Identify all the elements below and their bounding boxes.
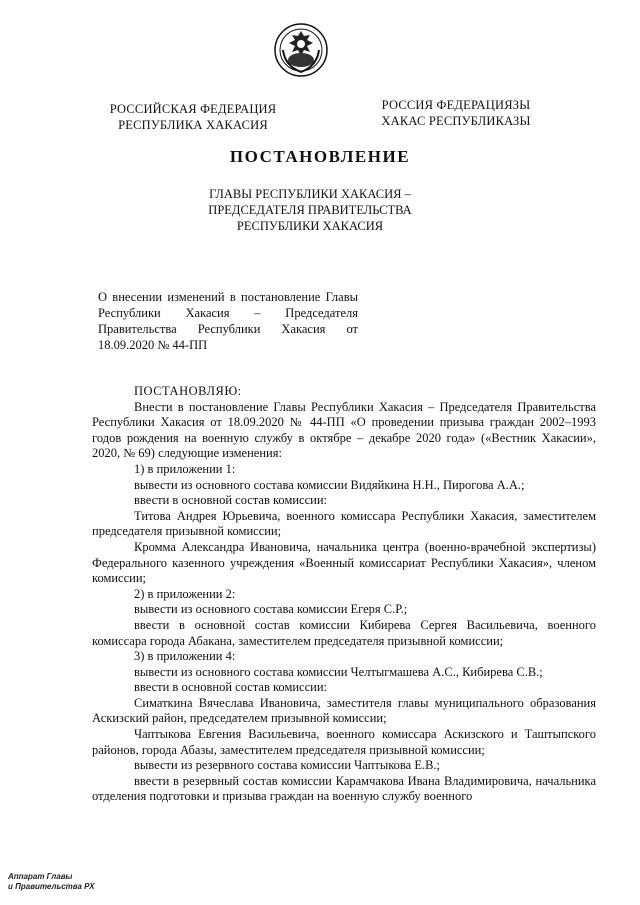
paragraph: ввести в резервный состав комиссии Карамчакова Ивана Владимировича, начальника отделения подготовки и призыва граждан на военную службу военного (92, 773, 596, 804)
paragraph: ввести в основной состав комиссии: (134, 493, 327, 508)
paragraph: Чаптыкова Евгения Васильевича, военного комиссара Аскизского и Таштыпского районов, города Абазы, заместителем председателя призывной комиссии; (92, 727, 596, 757)
paragraph: Симаткина Вячеслава Ивановича, заместителя главы муниципального образования Аскизский район, председателем призывной комиссии; (92, 695, 596, 726)
paragraph: вывести из резервного состава комиссии Чаптыкова Е.В.; (134, 758, 441, 773)
header-right-line1: РОССИЯ ФЕДЕРАЦИЯЗЫ (381, 98, 531, 112)
paragraph: 2) в приложении 2: (134, 586, 236, 601)
header-left-line1: РОССИЙСКАЯ ФЕДЕРАЦИЯ (109, 102, 277, 116)
header-right-line2: ХАКАС РЕСПУБЛИКАЗЫ (381, 114, 531, 128)
stamp-line2: и Правительства РХ (8, 882, 95, 891)
document-subject: О внесении изменений в постановление Главы Республики Хакасия – Председателя Правительства Республики Хакасия от 18.09.2020 № 44-ПП (98, 290, 358, 352)
paragraph: вывести из основного состава комиссии Челтыгмашева А.С., Кибирева С.В.; (134, 664, 543, 679)
paragraph: ввести в основной состав комиссии Кибирева Сергея Васильевича, военного комиссара города Абакана, заместителем председателя призывной комиссии; (92, 617, 596, 648)
office-stamp (8, 872, 95, 892)
paragraph: вывести из основного состава комиссии Егеря С.Р.; (134, 602, 408, 617)
header-left-line2: РЕСПУБЛИКА ХАКАСИЯ (118, 118, 268, 132)
paragraph: вывести из основного состава комиссии Видяйкина Н.Н., Пирогова А.А.; (134, 477, 525, 492)
document-body (92, 384, 596, 805)
resolution-keyword: ПОСТАНОВЛЯЮ: (134, 384, 242, 398)
paragraph: Кромма Александра Ивановича, начальника центра (военно-врачебной экспертизы) Федерального казенного учреждения «Военный комиссариат Республики Хакасия», членом комиссии; (92, 539, 596, 586)
paragraph: 1) в приложении 1: (134, 461, 236, 476)
header-right (356, 97, 556, 129)
document-title: ПОСТАНОВЛЕНИЕ (229, 147, 411, 166)
coat-of-arms-emblem (273, 22, 329, 78)
paragraph: ввести в основной состав комиссии: (134, 680, 327, 695)
paragraph: 3) в приложении 4: (134, 649, 236, 664)
header-left (83, 101, 303, 133)
paragraph: Титова Андрея Юрьевича, военного комиссара Республики Хакасия, заместителем председателя призывной комиссии; (92, 508, 596, 539)
document-subtitle (140, 186, 480, 234)
subtitle-line2: ПРЕДСЕДАТЕЛЯ ПРАВИТЕЛЬСТВА (208, 203, 412, 217)
stamp-line1: Аппарат Главы (8, 872, 73, 881)
subtitle-line3: РЕСПУБЛИКИ ХАКАСИЯ (236, 219, 384, 233)
paragraph: Внести в постановление Главы Республики Хакасия – Председателя Правительства Республики Хакасия от 18.09.2020 № 44-ПП «О проведении призыва граждан 2002–1993 годов рождения на военную службу в октябре – декабре 2020 года» («Вестник Хакасии», 2020, № 69) следующие изменения: (92, 399, 596, 461)
subtitle-line1: ГЛАВЫ РЕСПУБЛИКИ ХАКАСИЯ – (209, 187, 411, 201)
